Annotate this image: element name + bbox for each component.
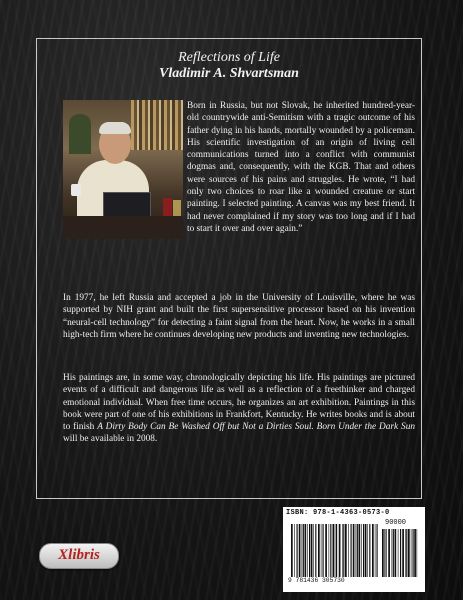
isbn-label: ISBN: 978-1-4363-0573-0 — [286, 509, 390, 517]
bio-paragraph-3-start: His paintings are, in some way, chronologically depicting his life. His paintings are pictured events of a difficult and dangerous life as well as a reflection of a freethinker and charged emotional individual. When free time occurs, he organizes an art exhibition. Paintings in this book were part of one of his exhibitions in Frankfort, Kentucky. He writes books and is about to finish — [63, 373, 415, 433]
book-author: Vladimir A. Shvartsman — [159, 66, 299, 81]
bio-paragraph-1-text: Born in Russia, but not Slovak, he inherited hundred-year-old countrywide anti-Semitism with a tragic outcome of his father dying in his hands, mortally wounded by a policeman. His scientific investigation of an origin of living cell communications turned into a conflict with communist dogmas and, consequently, with the KGB. That and others were sources of his pains and struggles. He wrote, “I had only two choices to roar like a wounded creature or start painting. I selected painting. A canvas was my best friend. It had never complained if my story was too long and if I had to start it over and over again.” — [187, 101, 415, 234]
bio-paragraph-2: In 1977, he left Russia and accepted a job in the University of Louisville, where he was supported by NIH grant and built the first supersensitive processor based on his invention “neural-cell technology” for detecting a faint signal from the heart. Now, he works in a small high-tech firm where he continues developing new products and inventing new technologies. — [63, 293, 415, 340]
xlibris-logo — [39, 543, 119, 569]
barcode-main-bars — [291, 524, 379, 577]
xlibris-logo-text: Xlibris — [58, 547, 100, 563]
barcode-addon-bars — [382, 529, 418, 577]
addon-price-code: 90000 — [385, 519, 407, 527]
bio-paragraph-1 — [63, 100, 415, 244]
back-cover-frame — [36, 38, 422, 499]
bio-paragraph-3-end: will be available in 2008. — [63, 434, 158, 445]
upcoming-book-title: A Dirty Body Can Be Washed Off but Not a Dirties Soul. Born Under the Dark Sun — [97, 422, 415, 433]
book-title: Reflections of Life — [178, 50, 280, 65]
photo-spacer — [63, 100, 187, 244]
isbn-barcode — [283, 507, 425, 592]
barcode-digits: 9 781436 305730 — [288, 577, 345, 584]
bio-paragraph-3 — [63, 372, 415, 446]
title-block — [37, 50, 421, 82]
